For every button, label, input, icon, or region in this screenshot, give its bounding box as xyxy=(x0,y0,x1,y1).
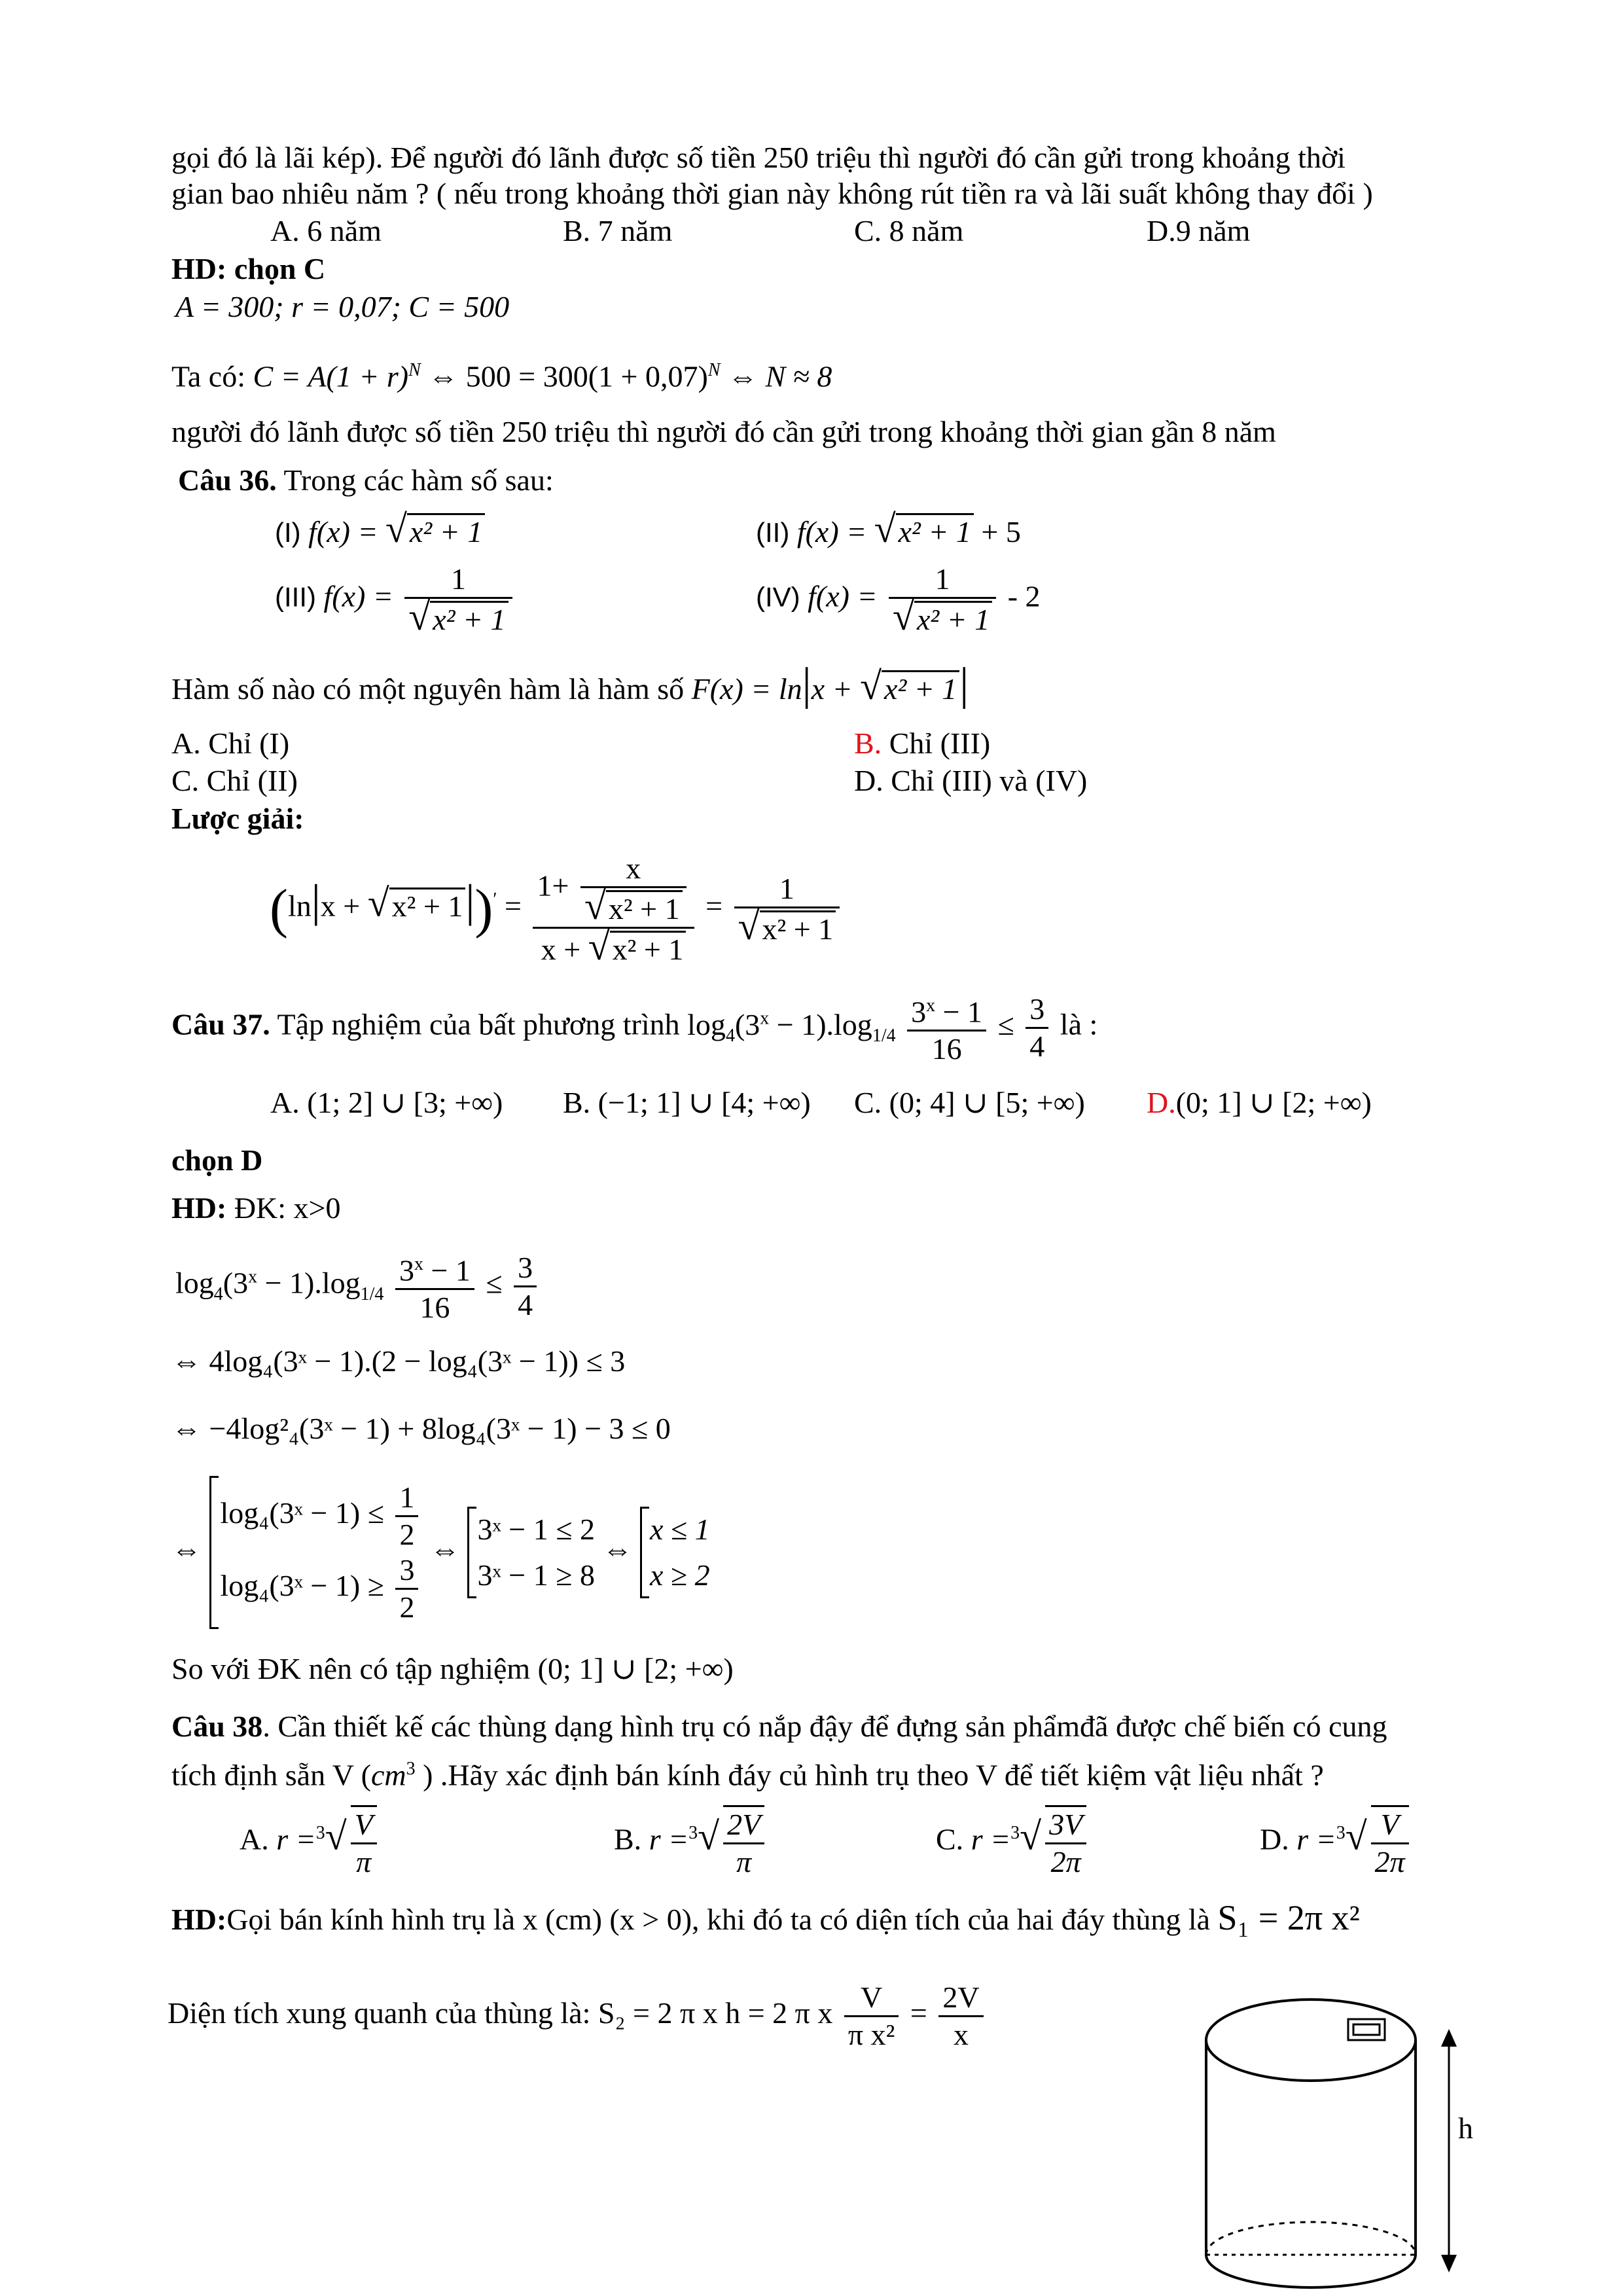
q38-line2: tích định sẵn V ($cm^3$ ) .Hãy xác định bán kính đáy củ hình trụ theo V để tiết kiệm vật liệu nhất ? xyxy=(171,1758,1324,1792)
q38-option-d-r: r = xyxy=(1296,1822,1336,1856)
q36-f3-fx: f(x) = xyxy=(323,579,393,613)
q37-case-3b: x ≥ 2 xyxy=(649,1558,710,1592)
q38-eq: = xyxy=(910,1996,927,2030)
q38-dtxq-text: Diện tích xung quanh của thùng là: S₂ = 2 π x h = 2 π x xyxy=(168,1996,833,2030)
q37-hd xyxy=(171,1190,341,1227)
q38-line2a: tích định sẵn V ( xyxy=(171,1758,371,1792)
q35-hd: HD: chọn C xyxy=(171,252,326,285)
q38-option-d-letter: D. xyxy=(1260,1822,1289,1856)
q37-step1-frac-1-num: $3^x - 1$ xyxy=(395,1247,474,1290)
q35-taco: Ta có: xyxy=(171,359,246,393)
q35-exp-1: N xyxy=(408,360,421,380)
q37-iff-1: ⇔ xyxy=(171,1532,202,1566)
cbrt-icon: √ xyxy=(1020,1814,1042,1858)
q35-eq-mid: ⇔ 500 = 300(1 + 0,07) xyxy=(428,359,708,393)
cylinder-bottom-front xyxy=(1206,2255,1416,2287)
q37-case-2-num: 3 xyxy=(395,1552,418,1590)
cylinder-bottom-back xyxy=(1206,2222,1416,2255)
q37-la: là : xyxy=(1060,1007,1098,1041)
sqrt-icon: √ xyxy=(367,881,389,925)
q38-option-d-frac xyxy=(1371,1805,1409,1880)
abs-bar-icon: | xyxy=(311,876,321,927)
q37-step1-frac-2 xyxy=(514,1250,537,1323)
q37-case-1-num: 1 xyxy=(395,1480,418,1517)
q36-f3-num: 1 xyxy=(404,562,512,599)
q36-heading xyxy=(178,462,554,499)
q36-deriv-inner-radicand: x² + 1 xyxy=(606,890,683,925)
q36-question-text: Hàm số nào có một nguyên hàm là hàm số xyxy=(171,672,685,706)
q36-f4-minus2: - 2 xyxy=(1007,579,1041,613)
q37-option-d xyxy=(1147,1085,1372,1121)
sqrt-icon: √ xyxy=(893,595,914,638)
q38-option-c: C. r =$^3$√ $\frac{3V}{2\pi}$ xyxy=(936,1805,1090,1880)
q38-s1: S₁ = 2π x² xyxy=(1217,1898,1360,1937)
q38-option-a-letter: A. xyxy=(240,1822,269,1856)
q38-option-c-letter: C. xyxy=(936,1822,964,1856)
q36-function-2 xyxy=(756,507,1021,551)
q38-dtxq xyxy=(168,1980,988,2053)
q38-frac-1 xyxy=(844,1980,899,2053)
q36-f3-radicand: x² + 1 xyxy=(430,601,508,636)
q37-frac-1-num: $3^x - 1$ xyxy=(907,988,986,1031)
q37-case-1 xyxy=(221,1480,423,1552)
q35-option-c: C. 8 năm xyxy=(854,214,964,247)
q36-deriv-x: x + xyxy=(320,889,368,923)
q35-given: A = 300; r = 0,07; C = 500 xyxy=(175,290,510,323)
q36-Fx: F(x) = ln xyxy=(691,672,802,706)
q37-iff-2: ⇔ xyxy=(429,1532,460,1566)
arrow-down-icon xyxy=(1441,2255,1457,2272)
q37-frac-2 xyxy=(1026,992,1048,1064)
q38-b-num: 2V xyxy=(723,1807,764,1844)
q38-line1 xyxy=(171,1708,1387,1745)
sqrt-icon: √ xyxy=(874,507,896,550)
sqrt-icon: √ xyxy=(738,905,760,948)
q37-case-2a: 3ˣ − 1 ≤ 2 xyxy=(477,1513,595,1546)
q36-option-b xyxy=(854,725,990,762)
q37-case-2-text: log₄(3ˣ − 1) ≥ xyxy=(220,1569,384,1603)
q36-label: Câu 36. xyxy=(178,463,277,497)
q38-option-c-r: r = xyxy=(971,1822,1011,1856)
q37-step4 xyxy=(171,1476,710,1629)
q37-option-b: B. (−1; 1] ∪ [4; +∞) xyxy=(563,1086,811,1119)
q36-deriv-onep: 1+ xyxy=(537,869,569,903)
q37-conclusion xyxy=(171,1651,734,1687)
q37-text: Tập nghiệm của bất phương trình xyxy=(277,1007,680,1041)
q36-deriv-result xyxy=(734,871,840,947)
q38-option-d: D. r =$^3$√ $\frac{V}{2\pi}$ xyxy=(1260,1805,1413,1880)
q37-step1-frac-2-num: 3 xyxy=(514,1250,537,1287)
q36-option-a: A. Chỉ (I) xyxy=(171,726,290,760)
q38-a-den: π xyxy=(356,1845,372,1878)
q38-hd xyxy=(171,1899,1360,1938)
q37-cases-1 xyxy=(209,1476,423,1629)
q36-f4-fx: f(x) = xyxy=(808,579,878,613)
height-label: h xyxy=(1458,2111,1473,2145)
q37-step3: ⇔ −4log²₄(3ˣ − 1) + 8log₄(3ˣ − 1) − 3 ≤ 0 xyxy=(171,1412,671,1445)
q36-function-3 xyxy=(275,562,516,637)
q36-deriv-radicand: x² + 1 xyxy=(389,888,466,923)
q38-frac-1-den: π x² xyxy=(847,2018,895,2051)
q35-eq-rhs: ⇔ N ≈ 8 xyxy=(728,359,832,393)
q35-eq-lhs: C = A(1 + r) xyxy=(253,359,409,393)
prime-icon: ′ xyxy=(493,889,497,910)
q36-option-b-text: Chỉ (III) xyxy=(889,726,991,760)
abs-bar-icon: | xyxy=(802,659,812,709)
q37-case-1-text: log₄(3ˣ − 1) ≤ xyxy=(220,1496,384,1530)
q38-option-a-frac xyxy=(351,1805,377,1880)
lid-handle-inner xyxy=(1353,2024,1380,2035)
q37-option-d-text: (0; 1] ∪ [2; +∞) xyxy=(1175,1086,1372,1119)
q36-deriv-result-den xyxy=(734,905,840,948)
q38-d-num: V xyxy=(1371,1807,1409,1844)
q38-option-a: A. r =$^3$√ $\frac{V}{\pi}$ xyxy=(240,1805,381,1880)
q37-case-1-frac xyxy=(395,1480,418,1552)
q35-option-d: D.9 năm xyxy=(1147,214,1251,247)
q36-deriv-inner-num: x xyxy=(580,851,687,888)
q37-heading xyxy=(171,988,1097,1067)
q38-option-b-r: r = xyxy=(649,1822,689,1856)
q36-f4-tag: (IV) xyxy=(756,581,800,613)
q36-option-c: C. Chỉ (II) xyxy=(171,764,298,797)
sqrt-icon: √ xyxy=(588,925,610,968)
q37-case-2-frac xyxy=(395,1552,418,1625)
q37-inequality: $\log_4(3^x - 1).\log_{1/4}$ $\frac{3^x - 1}{16}$ ≤ $\frac{3}{4}$ xyxy=(687,1008,1052,1041)
q36-f2-radicand: x² + 1 xyxy=(896,513,974,548)
q38-frac-2-den: x xyxy=(953,2018,969,2051)
cylinder-figure xyxy=(1198,1993,1538,2294)
q38-c-den: 2π xyxy=(1050,1845,1081,1878)
q38-unit: cm xyxy=(370,1758,406,1792)
q37-case-2 xyxy=(221,1552,423,1625)
q36-function-4 xyxy=(756,562,1041,637)
q37-frac-1 xyxy=(907,988,986,1067)
q35-conclusion: người đó lãnh được số tiền 250 triệu thì người đó cần gửi trong khoảng thời gian gần 8 năm xyxy=(171,415,1276,448)
q36-deriv-inner-frac xyxy=(580,851,687,927)
q36-deriv-result-radicand: x² + 1 xyxy=(760,910,836,946)
q37-case-2-den: 2 xyxy=(399,1590,415,1624)
q38-label: Câu 38 xyxy=(171,1710,263,1743)
q38-b-den: π xyxy=(736,1845,752,1878)
q36-f3-tag: (III) xyxy=(275,581,316,613)
q37-step1-frac-1 xyxy=(395,1247,474,1325)
sqrt-icon: √ xyxy=(860,664,882,708)
q36-deriv-num xyxy=(533,851,694,929)
q37-answer: (0; 1] ∪ [2; +∞) xyxy=(537,1652,734,1685)
q36-f3-fraction xyxy=(404,562,512,637)
q38-option-c-frac xyxy=(1045,1805,1086,1880)
q35-option-a: A. 6 năm xyxy=(270,214,382,247)
q37-hd-label: HD: xyxy=(171,1191,227,1225)
q36-option-d: D. Chỉ (III) và (IV) xyxy=(854,764,1088,797)
q36-f2-fx: f(x) = xyxy=(796,515,867,548)
q37-step1-frac-1-den: 16 xyxy=(419,1291,450,1325)
q36-deriv-den xyxy=(533,925,694,968)
q36-f1-tag: (I) xyxy=(275,517,301,548)
q38-option-b-frac xyxy=(723,1805,764,1880)
q36-deriv-inner-den xyxy=(580,884,687,927)
q37-step1-frac-2-den: 4 xyxy=(518,1287,533,1321)
q37-case-1-den: 2 xyxy=(399,1518,415,1551)
q38-option-a-r: r = xyxy=(276,1822,316,1856)
q38-option-b: B. r =$^3$√ $\frac{2V}{\pi}$ xyxy=(614,1805,768,1880)
q37-frac-2-num: 3 xyxy=(1026,992,1048,1029)
q36-text: Trong các hàm số sau: xyxy=(283,463,554,497)
q37-dk: ĐK: x>0 xyxy=(234,1191,341,1225)
q38-frac-2-num: 2V xyxy=(938,1980,983,2017)
q36-luoc-giai: Lược giải: xyxy=(171,802,304,835)
q36-f1-radicand: x² + 1 xyxy=(407,513,485,548)
q37-step2: ⇔ 4log₄(3ˣ − 1).(2 − log₄(3ˣ − 1)) ≤ 3 xyxy=(171,1344,626,1378)
sqrt-icon: √ xyxy=(385,507,407,550)
q37-label: Câu 37. xyxy=(171,1007,270,1041)
q36-derivative: (ln|x + √x² + 1|)′ = 1+ $\frac{x}{\text{√x² + 1}}$ x + √x² + 1 = $\frac{1}{\text{√x² + 1}}$ xyxy=(270,851,844,967)
q38-frac-1-num: V xyxy=(844,1980,899,2017)
q36-f4-num: 1 xyxy=(889,562,996,599)
q37-so-voi: So với ĐK nên có tập nghiệm xyxy=(171,1652,531,1685)
q36-f1-fx: f(x) = xyxy=(308,515,378,548)
q37-cases-3 xyxy=(640,1507,710,1598)
q37-chon: chọn D xyxy=(171,1143,263,1177)
q36-deriv-den-x: x + xyxy=(541,933,588,966)
q38-line1-text: . Cần thiết kế các thùng dạng hình trụ có nắp đậy để đựng sản phẩmđã được chế biến có cung xyxy=(262,1710,1387,1743)
q37-option-d-letter: D. xyxy=(1147,1086,1176,1119)
sqrt-icon: √ xyxy=(408,595,431,638)
q36-option-b-letter: B. xyxy=(854,726,882,760)
q36-Fx-radicand: x² + 1 xyxy=(882,670,959,706)
q38-hd-text: Gọi bán kính hình trụ là x (cm) (x > 0), khi đó ta có diện tích của hai đáy thùng là xyxy=(226,1903,1211,1936)
q35-text-line1: gọi đó là lãi kép). Để người đó lãnh được số tiền 250 triệu thì người đó cần gửi trong khoảng thời xyxy=(171,141,1346,174)
q36-deriv-den-radicand: x² + 1 xyxy=(610,931,687,966)
q37-frac-1-den: 16 xyxy=(931,1032,962,1066)
q38-option-b-letter: B. xyxy=(614,1822,642,1856)
q37-option-c: C. (0; 4] ∪ [5; +∞) xyxy=(854,1086,1085,1119)
q36-question xyxy=(171,659,969,709)
q38-line2b: ) .Hãy xác định bán kính đáy củ hình trụ theo V để tiết kiệm vật liệu nhất ? xyxy=(423,1758,1324,1792)
sqrt-icon: √ xyxy=(584,884,606,927)
q37-option-a: A. (1; 2] ∪ [3; +∞) xyxy=(270,1086,503,1119)
q36-f4-den xyxy=(889,595,996,638)
q37-iff-3: ⇔ xyxy=(602,1532,633,1566)
abs-bar-icon: | xyxy=(959,659,969,709)
q36-f4-fraction xyxy=(889,562,996,637)
paren-icon: ( xyxy=(270,878,288,939)
q37-frac-2-den: 4 xyxy=(1029,1029,1045,1063)
q38-d-den: 2π xyxy=(1374,1845,1405,1878)
q36-Fx-inner: x + xyxy=(811,672,861,706)
q36-f3-den xyxy=(404,595,512,638)
q37-step1: $\log_4(3^x - 1).\log_{1/4}$ $\frac{3^x - 1}{16}$ ≤ $\frac{3}{4}$ xyxy=(175,1247,541,1325)
q36-f2-tag: (II) xyxy=(756,517,790,548)
q35-exp-2: N xyxy=(707,360,721,380)
q36-deriv-ln: ln xyxy=(287,889,312,923)
q35-option-b: B. 7 năm xyxy=(563,214,673,247)
q38-a-num: V xyxy=(351,1807,377,1844)
q35-text-line2: gian bao nhiêu năm ? ( nếu trong khoảng thời gian này không rút tiền ra và lãi suất không thay đổi ) xyxy=(171,177,1373,210)
q37-case-3a: x ≤ 1 xyxy=(649,1513,710,1546)
q38-frac-2 xyxy=(938,1980,983,2053)
q35-equation xyxy=(171,352,832,395)
q38-hd-label: HD: xyxy=(171,1903,227,1936)
q36-deriv-fraction xyxy=(533,851,694,967)
q37-cases-2 xyxy=(467,1507,595,1598)
cbrt-icon: √ xyxy=(1345,1814,1367,1858)
cbrt-icon: √ xyxy=(325,1814,347,1858)
q36-f2-plus5: + 5 xyxy=(981,515,1021,548)
paren-icon: ) xyxy=(474,878,493,939)
q38-c-num: 3V xyxy=(1045,1807,1086,1844)
abs-bar-icon: | xyxy=(465,876,475,927)
q36-function-1 xyxy=(275,507,485,551)
arrow-up-icon xyxy=(1441,2029,1457,2047)
cbrt-icon: √ xyxy=(698,1814,720,1858)
q36-deriv-result-num: 1 xyxy=(734,871,840,908)
q36-f4-radicand: x² + 1 xyxy=(914,601,992,636)
q37-case-2b: 3ˣ − 1 ≥ 8 xyxy=(477,1558,595,1592)
